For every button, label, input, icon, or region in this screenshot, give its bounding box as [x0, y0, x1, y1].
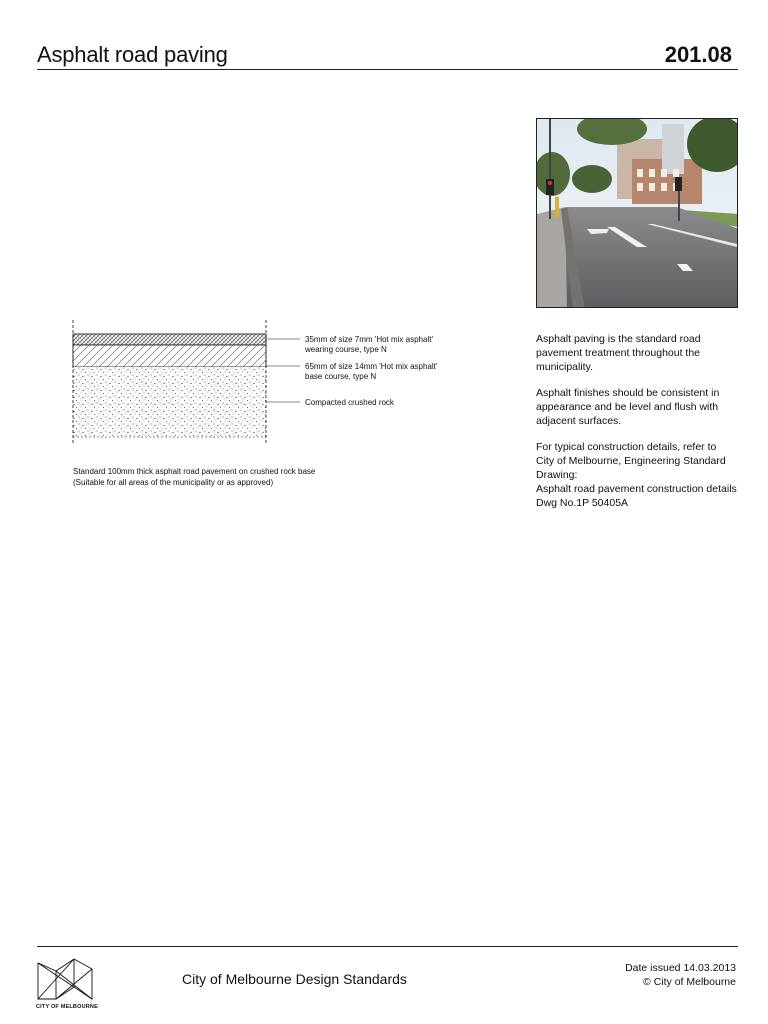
diagram-caption: Standard 100mm thick asphalt road pavement on crushed rock base (Suitable for all areas of the municipality or as approved): [73, 467, 316, 487]
logo-text: CITY OF MELBOURNE: [36, 1004, 98, 1010]
footer-meta: [625, 961, 736, 989]
description-text: [536, 332, 741, 522]
description-paragraph: Asphalt finishes should be consistent in appearance and be level and flush with adjacent surfaces.: [536, 387, 720, 427]
wearing-course-layer: [73, 334, 266, 345]
street-photo: [536, 118, 738, 308]
callout-crushed-rock: Compacted crushed rock: [305, 398, 394, 407]
copyright: © City of Melbourne: [643, 976, 736, 988]
crushed-rock-layer: [73, 367, 266, 437]
footer-divider: [37, 946, 738, 947]
street-photo-icon: [537, 119, 738, 308]
description-paragraph: Asphalt paving is the standard road pavement treatment throughout the municipality.: [536, 333, 701, 373]
date-issued: Date issued 14.03.2013: [625, 962, 736, 974]
city-logo-icon: [36, 955, 96, 1003]
page-title: Asphalt road paving: [37, 42, 228, 67]
callout-base-course: 65mm of size 14mm 'Hot mix asphalt' base course, type N: [305, 362, 438, 381]
base-course-layer: [73, 345, 266, 367]
description-reference: For typical construction details, refer to City of Melbourne, Engineering Standard Drawing: Asphalt road pavement construction details Dwg No.1P 50405A: [536, 441, 737, 509]
callout-wearing-course: 35mm of size 7mm 'Hot mix asphalt' wearing course, type N: [305, 335, 433, 354]
footer-title: City of Melbourne Design Standards: [182, 971, 407, 987]
header-divider: [37, 69, 738, 70]
standard-code: 201.08: [664, 42, 732, 67]
